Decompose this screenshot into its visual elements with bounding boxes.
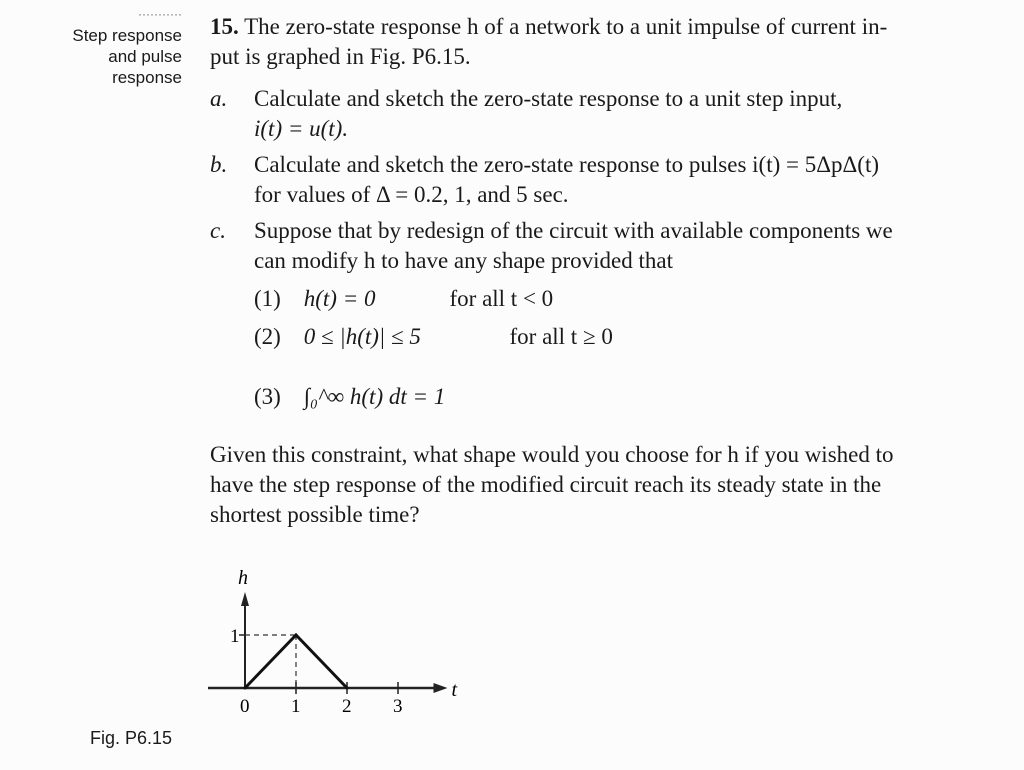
margin-heading-line2: and pulse [108, 47, 182, 66]
x-tick-label-1: 1 [291, 696, 301, 717]
figure-label: Fig. P6.15 [90, 728, 173, 748]
part-a-line1: Calculate and sketch the zero-state response to a unit step input, [254, 86, 843, 111]
condition-3-expr: ∫₀^∞ h(t) dt = 1 [303, 384, 446, 409]
chart-root [208, 567, 458, 717]
data-point-2 [346, 687, 349, 690]
t-axis-arrow [434, 683, 448, 693]
margin-heading-line3: response [112, 68, 182, 87]
condition-2-qualifier: for all t ≥ 0 [509, 324, 613, 349]
condition-1-label: (1) [254, 286, 281, 311]
problem-statement [210, 12, 990, 72]
closing-line3: shortest possible time? [210, 502, 420, 527]
x-tick-label-2: 2 [342, 696, 352, 717]
x-tick-label-0: 0 [240, 696, 250, 717]
condition-2-label: (2) [254, 324, 281, 349]
condition-3 [254, 382, 445, 412]
part-b-line1: Calculate and sketch the zero-state response to pulses i(t) = 5ΔpΔ(t) [254, 152, 880, 177]
condition-2 [254, 322, 613, 352]
closing-paragraph [210, 440, 990, 530]
cut-heading: ··········· [138, 7, 182, 21]
y-axis-label: h [238, 567, 248, 589]
part-b-line2: for values of Δ = 0.2, 1, and 5 sec. [254, 182, 569, 207]
part-b-tag: b. [210, 152, 228, 177]
condition-1-qualifier: for all t < 0 [449, 286, 554, 311]
problem-intro-line1: The zero-state response h of a network to a unit impulse of current in- [244, 14, 888, 39]
part-a-tag: a. [210, 86, 228, 111]
series-line-h [245, 635, 347, 688]
problem-intro-line2: put is graphed in Fig. P6.15. [210, 44, 471, 69]
part-c-line2: can modify h to have any shape provided that [254, 248, 673, 273]
part-c-line1: Suppose that by redesign of the circuit with available components we [254, 218, 893, 243]
y-tick-label-1: 1 [230, 626, 240, 647]
closing-line2: have the step response of the modified circuit reach its steady state in the [210, 472, 882, 497]
data-point-1 [295, 634, 298, 637]
margin-note [72, 7, 182, 88]
condition-1 [254, 284, 553, 314]
x-tick-label-3: 3 [393, 696, 403, 717]
data-point-0 [244, 687, 247, 690]
condition-1-expr: h(t) = 0 [303, 286, 376, 311]
margin-heading-line1: Step response [72, 26, 182, 45]
condition-3-label: (3) [254, 384, 281, 409]
problem-number: 15. [210, 14, 239, 39]
part-c-tag: c. [210, 218, 226, 243]
closing-line1: Given this constraint, what shape would you choose for h if you wished to [210, 442, 894, 467]
x-axis-label: t [451, 679, 458, 701]
condition-2-expr: 0 ≤ |h(t)| ≤ 5 [303, 324, 421, 349]
part-a-line2: i(t) = u(t). [254, 116, 349, 141]
h-axis-arrow [241, 592, 249, 606]
